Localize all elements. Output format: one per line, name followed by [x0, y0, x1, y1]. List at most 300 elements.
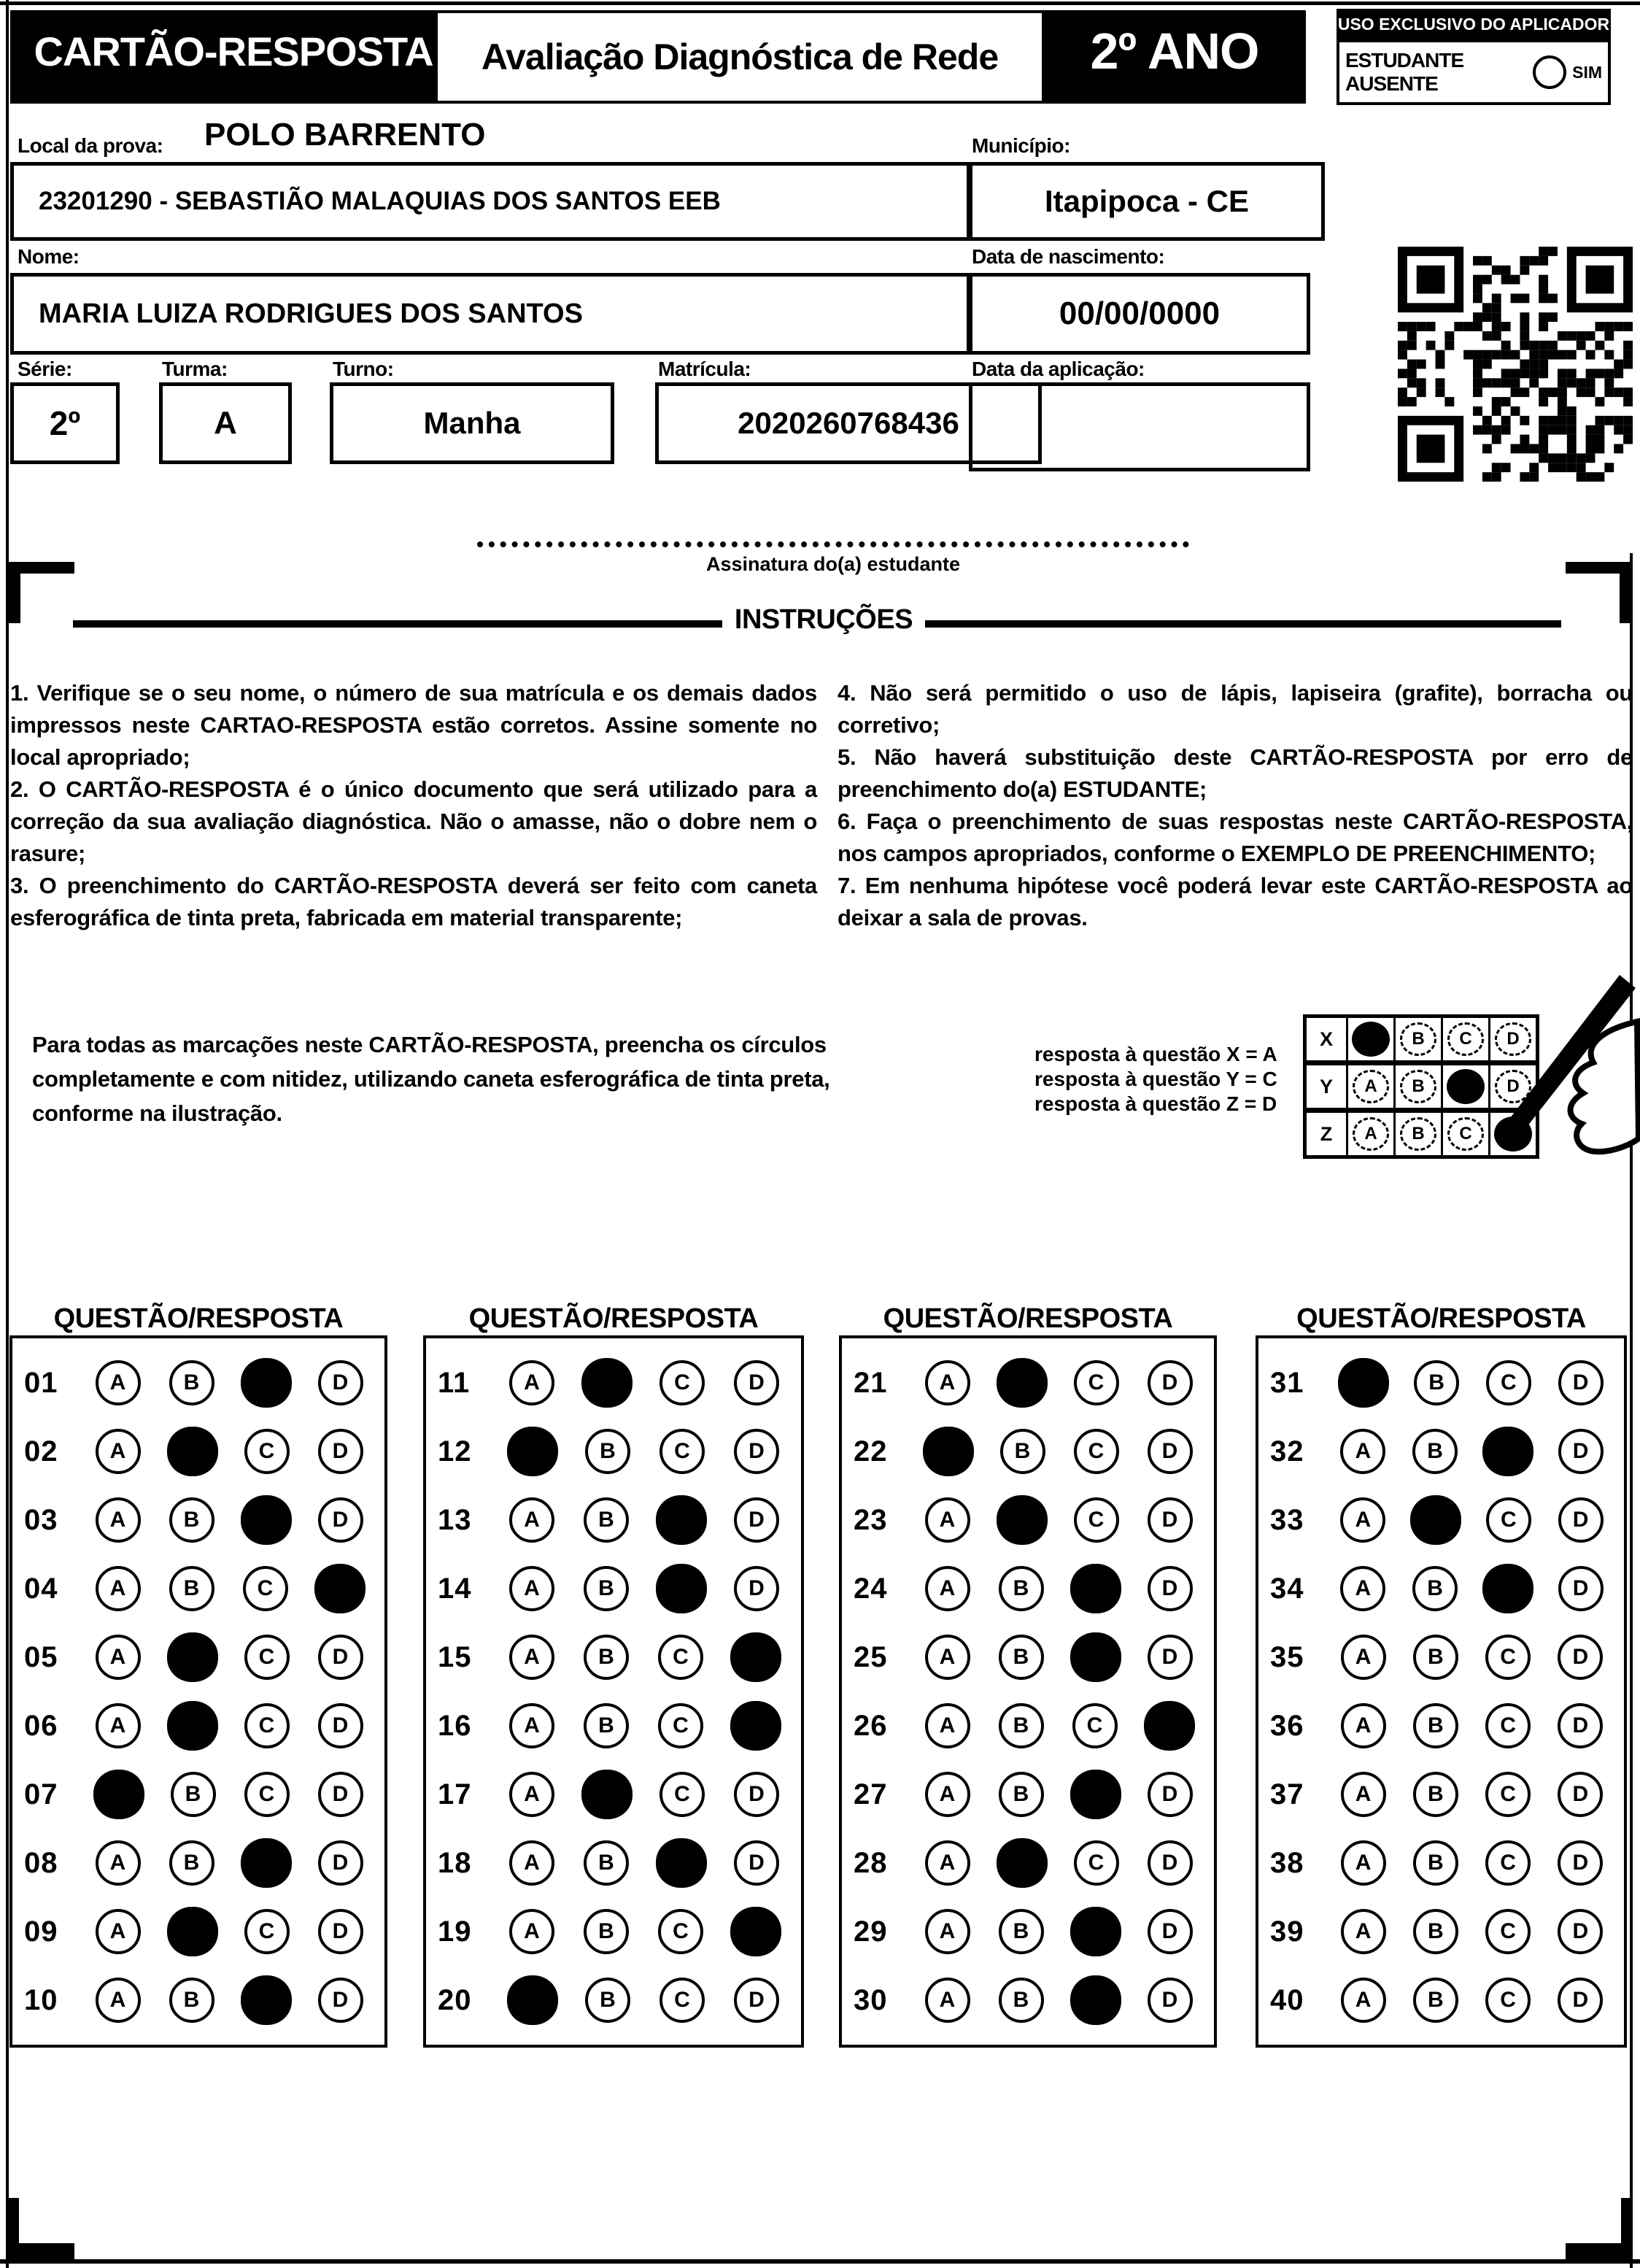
name-field — [10, 273, 970, 355]
bubble-q18-B[interactable]: B — [584, 1840, 629, 1886]
bubble-q01-A[interactable]: A — [96, 1360, 141, 1405]
bubble-q35-A[interactable]: A — [1341, 1635, 1386, 1680]
bubble-q22-A-filled[interactable] — [923, 1427, 974, 1476]
hand-with-pen-illustration — [1447, 975, 1640, 1194]
bubble-q38-B[interactable]: B — [1413, 1840, 1458, 1886]
bubble-q38-C[interactable]: C — [1485, 1840, 1531, 1886]
bubble-q39-A[interactable]: A — [1341, 1909, 1386, 1954]
bubble-q38-D[interactable]: D — [1558, 1840, 1603, 1886]
example-bubble-Z-A: A — [1353, 1117, 1389, 1151]
answer-column-header-4: QUESTÃO/RESPOSTA — [1296, 1303, 1586, 1334]
bubble-q12-B[interactable]: B — [585, 1429, 630, 1474]
bubble-q35-C[interactable]: C — [1485, 1635, 1531, 1680]
bubble-q35-B[interactable]: B — [1413, 1635, 1458, 1680]
enrollment-label: Matrícula: — [658, 358, 751, 380]
name-label: Nome: — [18, 245, 80, 268]
bubble-q28-B-filled[interactable] — [997, 1838, 1048, 1888]
student-absent-label: ESTUDANTE AUSENTE — [1345, 49, 1464, 95]
answer-row-24 — [842, 1554, 1214, 1623]
signature-label: Assinatura do(a) estudante — [705, 553, 961, 575]
bubble-q18-A[interactable]: A — [509, 1840, 554, 1886]
bubble-q40-C[interactable]: C — [1485, 1978, 1531, 2023]
bubble-q17-D[interactable]: D — [734, 1772, 779, 1817]
bubble-q17-C[interactable]: C — [660, 1772, 705, 1817]
bubble-q24-A[interactable]: A — [925, 1566, 970, 1611]
example-row-label: Z — [1307, 1113, 1348, 1155]
bubble-q37-A[interactable]: A — [1341, 1772, 1386, 1817]
bubble-q19-B[interactable]: B — [584, 1909, 629, 1954]
bubble-q33-D[interactable]: D — [1558, 1497, 1604, 1543]
series-label: Série: — [18, 358, 72, 380]
answer-row-13 — [426, 1486, 801, 1554]
answer-row-26 — [842, 1692, 1214, 1760]
answer-row-09 — [12, 1897, 384, 1966]
question-number: 26 — [854, 1709, 888, 1742]
answer-column-header-2: QUESTÃO/RESPOSTA — [468, 1303, 759, 1334]
left-border-line — [6, 0, 9, 2268]
bubble-q09-C[interactable]: C — [244, 1909, 290, 1954]
bubble-q20-C[interactable]: C — [660, 1978, 705, 2023]
bubble-q37-B[interactable]: B — [1413, 1772, 1458, 1817]
bubble-q08-B[interactable]: B — [169, 1840, 214, 1886]
bubble-q33-B-filled[interactable] — [1410, 1495, 1461, 1545]
name-value: MARIA LUIZA RODRIGUES DOS SANTOS — [39, 298, 583, 329]
divider-line — [73, 620, 722, 628]
example-bubble-X-D: D — [1495, 1022, 1531, 1056]
bubble-q35-D[interactable]: D — [1558, 1635, 1603, 1680]
bubble-q25-A[interactable]: A — [925, 1635, 970, 1680]
bubble-q07-C[interactable]: C — [244, 1772, 290, 1817]
answer-row-03 — [12, 1486, 384, 1554]
examiner-use-box — [1337, 9, 1611, 105]
bubble-q13-B[interactable]: B — [584, 1497, 629, 1543]
bubble-q14-A[interactable]: A — [509, 1566, 554, 1611]
corner-mark — [1620, 562, 1631, 623]
bubble-q34-B[interactable]: B — [1412, 1566, 1458, 1611]
answer-row-02 — [12, 1417, 384, 1486]
bubble-q11-A[interactable]: A — [509, 1360, 554, 1405]
bubble-q26-D-filled[interactable] — [1144, 1701, 1195, 1751]
bubble-q05-C[interactable]: C — [244, 1635, 290, 1680]
bubble-q30-C-filled[interactable] — [1070, 1975, 1121, 2025]
assessment-title: Avaliação Diagnóstica de Rede — [481, 36, 999, 77]
bubble-q36-D[interactable]: D — [1558, 1703, 1603, 1748]
example-row-label: X — [1307, 1018, 1348, 1060]
bubble-q40-A[interactable]: A — [1341, 1978, 1386, 2023]
bubble-q32-D[interactable]: D — [1558, 1429, 1604, 1474]
bubble-q19-D-filled[interactable] — [730, 1907, 781, 1956]
answer-column-header-3: QUESTÃO/RESPOSTA — [883, 1303, 1173, 1334]
bubble-q04-C[interactable]: C — [243, 1566, 288, 1611]
question-number: 40 — [1270, 1983, 1304, 2016]
example-row-label: Y — [1307, 1065, 1348, 1108]
answer-row-22 — [842, 1417, 1214, 1486]
bubble-q02-D[interactable]: D — [318, 1429, 363, 1474]
bubble-q20-A-filled[interactable] — [507, 1975, 558, 2025]
example-bubble-Z-C: C — [1447, 1117, 1484, 1151]
bubble-q32-B[interactable]: B — [1412, 1429, 1458, 1474]
bubble-q12-D[interactable]: D — [734, 1429, 779, 1474]
bubble-q21-B-filled[interactable] — [997, 1358, 1048, 1408]
example-bubble-Y-D: D — [1495, 1070, 1531, 1103]
example-answer-key — [1034, 1042, 1283, 1116]
bubble-q34-C-filled[interactable] — [1482, 1564, 1533, 1613]
bubble-q38-A[interactable]: A — [1341, 1840, 1386, 1886]
class-field — [159, 382, 292, 464]
bubble-q21-D[interactable]: D — [1148, 1360, 1193, 1405]
question-number: 33 — [1270, 1503, 1304, 1536]
bubble-q06-D[interactable]: D — [318, 1703, 363, 1748]
bubble-q29-B[interactable]: B — [999, 1909, 1044, 1954]
bubble-q37-D[interactable]: D — [1558, 1772, 1603, 1817]
answer-row-36 — [1258, 1692, 1624, 1760]
bubble-q21-C[interactable]: C — [1074, 1360, 1119, 1405]
bubble-q05-A[interactable]: A — [96, 1635, 141, 1680]
bubble-q08-D[interactable]: D — [318, 1840, 363, 1886]
application-date-label: Data da aplicação: — [972, 358, 1145, 380]
marking-note: Para todas as marcações neste CARTÃO-RESPOSTA, preencha os círculos completamente e com nitidez, utilizando caneta esferográfica de tinta preta, conforme na ilustração. — [32, 1032, 830, 1126]
answer-row-15 — [426, 1623, 801, 1692]
text-line: 5. Não haverá substituição deste CARTÃO-RESPOSTA por erro de preenchimento do(a) ESTUDANTE; — [838, 744, 1633, 802]
bubble-q22-C[interactable]: C — [1074, 1429, 1119, 1474]
answer-row-38 — [1258, 1829, 1624, 1897]
answer-row-25 — [842, 1623, 1214, 1692]
bubble-q04-B[interactable]: B — [169, 1566, 214, 1611]
bubble-q05-B-filled[interactable] — [167, 1632, 218, 1682]
bubble-q17-B-filled[interactable] — [581, 1770, 633, 1819]
bubble-q31-A-filled[interactable] — [1338, 1358, 1389, 1408]
bubble-q40-B[interactable]: B — [1413, 1978, 1458, 2023]
bubble-q29-D[interactable]: D — [1148, 1909, 1193, 1954]
question-number: 34 — [1270, 1572, 1304, 1605]
bubble-q31-D[interactable]: D — [1558, 1360, 1604, 1405]
bubble-q25-D[interactable]: D — [1148, 1635, 1193, 1680]
bubble-q16-B[interactable]: B — [584, 1703, 629, 1748]
answer-row-23 — [842, 1486, 1214, 1554]
answer-row-18 — [426, 1829, 801, 1897]
bubble-q09-B-filled[interactable] — [167, 1907, 218, 1956]
bubble-q37-C[interactable]: C — [1485, 1772, 1531, 1817]
answer-row-05 — [12, 1623, 384, 1692]
bubble-q06-A[interactable]: A — [96, 1703, 141, 1748]
shift-label: Turno: — [333, 358, 394, 380]
answer-row-30 — [842, 1966, 1214, 2034]
bubble-q28-D[interactable]: D — [1148, 1840, 1193, 1886]
school-value: 23201290 - SEBASTIÃO MALAQUIAS DOS SANTOS EEB — [39, 187, 721, 215]
bubble-q14-D[interactable]: D — [734, 1566, 779, 1611]
bubble-q07-A-filled[interactable] — [93, 1770, 144, 1819]
bubble-q27-D[interactable]: D — [1148, 1772, 1193, 1817]
bubble-q39-D[interactable]: D — [1558, 1909, 1603, 1954]
bubble-q04-A[interactable]: A — [96, 1566, 141, 1611]
bubble-q15-B[interactable]: B — [584, 1635, 629, 1680]
bubble-q26-B[interactable]: B — [999, 1703, 1044, 1748]
bubble-q17-A[interactable]: A — [509, 1772, 554, 1817]
bubble-q28-C[interactable]: C — [1074, 1840, 1119, 1886]
answer-row-32 — [1258, 1417, 1624, 1486]
bubble-q09-A[interactable]: A — [96, 1909, 141, 1954]
bubble-q27-C-filled[interactable] — [1070, 1770, 1121, 1819]
answer-row-37 — [1258, 1760, 1624, 1829]
answer-row-34 — [1258, 1554, 1624, 1623]
bubble-q03-A[interactable]: A — [96, 1497, 141, 1543]
text-line: 4. Não será permitido o uso de lápis, lapiseira (grafite), borracha ou corretivo; — [838, 680, 1633, 738]
question-number: 29 — [854, 1915, 888, 1948]
example-bubble-X-A-filled — [1352, 1022, 1390, 1057]
bubble-q29-A[interactable]: A — [925, 1909, 970, 1954]
text-line: 1. Verifique se o seu nome, o número de sua matrícula e os demais dados impressos neste CARTAO-RESPOSTA estão corretos. Assine somente no local apropriado; — [10, 680, 817, 770]
bubble-q03-B[interactable]: B — [169, 1497, 214, 1543]
bubble-q08-C-filled[interactable] — [241, 1838, 292, 1888]
text-line: resposta à questão X = A — [1034, 1043, 1277, 1065]
bubble-q16-D-filled[interactable] — [730, 1701, 781, 1751]
shift-field — [330, 382, 614, 464]
series-value: 2º — [49, 404, 81, 442]
question-number: 28 — [854, 1846, 888, 1879]
bubble-q07-D[interactable]: D — [318, 1772, 363, 1817]
bubble-q19-A[interactable]: A — [509, 1909, 554, 1954]
answer-row-06 — [12, 1692, 384, 1760]
student-absent-yes-label: SIM — [1572, 62, 1602, 82]
question-number: 38 — [1270, 1846, 1304, 1879]
question-number: 07 — [24, 1778, 58, 1810]
answer-row-35 — [1258, 1623, 1624, 1692]
bubble-q29-C-filled[interactable] — [1070, 1907, 1121, 1956]
bubble-q25-B[interactable]: B — [999, 1635, 1044, 1680]
text-line: resposta à questão Z = D — [1034, 1092, 1277, 1115]
divider-line — [925, 620, 1561, 628]
bubble-q33-A[interactable]: A — [1340, 1497, 1385, 1543]
bubble-q20-B[interactable]: B — [585, 1978, 630, 2023]
answer-row-11 — [426, 1349, 801, 1417]
signature-line[interactable] — [477, 541, 1189, 547]
bubble-q23-D[interactable]: D — [1148, 1497, 1193, 1543]
answer-column-3 — [839, 1335, 1217, 2048]
question-number: 17 — [438, 1778, 472, 1810]
bubble-q34-A[interactable]: A — [1340, 1566, 1385, 1611]
instructions-left-column — [10, 677, 817, 934]
exam-site-value: POLO BARRENTO — [204, 117, 486, 153]
question-number: 36 — [1270, 1709, 1304, 1742]
bubble-q11-C[interactable]: C — [660, 1360, 705, 1405]
bubble-q36-A[interactable]: A — [1341, 1703, 1386, 1748]
answer-row-14 — [426, 1554, 801, 1623]
question-number: 37 — [1270, 1778, 1304, 1810]
question-number: 12 — [438, 1435, 472, 1467]
bubble-q01-D[interactable]: D — [318, 1360, 363, 1405]
question-number: 22 — [854, 1435, 888, 1467]
bubble-q06-C[interactable]: C — [244, 1703, 290, 1748]
bubble-q27-B[interactable]: B — [999, 1772, 1044, 1817]
bubble-q15-D-filled[interactable] — [730, 1632, 781, 1682]
question-number: 09 — [24, 1915, 58, 1948]
bubble-q12-C[interactable]: C — [660, 1429, 705, 1474]
bubble-q22-D[interactable]: D — [1148, 1429, 1193, 1474]
birthdate-label: Data de nascimento: — [972, 245, 1165, 268]
text-line: resposta à questão Y = C — [1034, 1068, 1277, 1090]
bubble-q23-B-filled[interactable] — [997, 1495, 1048, 1545]
bubble-q10-D[interactable]: D — [318, 1978, 363, 2023]
example-bubble-Y-A: A — [1353, 1070, 1389, 1103]
question-number: 13 — [438, 1503, 472, 1536]
enrollment-value: 2020260768436 — [738, 406, 959, 440]
bubble-q13-D[interactable]: D — [734, 1497, 779, 1543]
bubble-q39-C[interactable]: C — [1485, 1909, 1531, 1954]
bubble-q16-A[interactable]: A — [509, 1703, 554, 1748]
bubble-q14-C-filled[interactable] — [656, 1564, 707, 1613]
answer-row-39 — [1258, 1897, 1624, 1966]
bubble-q33-C[interactable]: C — [1486, 1497, 1531, 1543]
corner-mark — [9, 562, 20, 623]
answer-column-2 — [423, 1335, 804, 2048]
bubble-q16-C[interactable]: C — [658, 1703, 703, 1748]
question-number: 32 — [1270, 1435, 1304, 1467]
question-number: 03 — [24, 1503, 58, 1536]
bubble-q09-D[interactable]: D — [318, 1909, 363, 1954]
question-number: 11 — [438, 1366, 471, 1399]
instructions-title: INSTRUÇÕES — [734, 604, 913, 635]
bubble-q08-A[interactable]: A — [96, 1840, 141, 1886]
bubble-q04-D-filled[interactable] — [314, 1564, 365, 1613]
answer-row-28 — [842, 1829, 1214, 1897]
bubble-q24-C-filled[interactable] — [1070, 1564, 1121, 1613]
answer-row-07 — [12, 1760, 384, 1829]
bubble-q05-D[interactable]: D — [318, 1635, 363, 1680]
question-number: 18 — [438, 1846, 472, 1879]
question-number: 06 — [24, 1709, 58, 1742]
text-line: 2. O CARTÃO-RESPOSTA é o único documento que será utilizado para a correção da sua avaliação diagnóstica. Não o amasse, não o dobre nem o rasure; — [10, 776, 817, 866]
answer-row-04 — [12, 1554, 384, 1623]
question-number: 35 — [1270, 1640, 1304, 1673]
bubble-q30-D[interactable]: D — [1148, 1978, 1193, 2023]
bubble-q02-A[interactable]: A — [96, 1429, 141, 1474]
answer-row-29 — [842, 1897, 1214, 1966]
bubble-q21-A[interactable]: A — [925, 1360, 970, 1405]
bubble-q20-D[interactable]: D — [734, 1978, 779, 2023]
application-date-field[interactable] — [969, 382, 1310, 471]
school-field — [10, 162, 970, 241]
bubble-q23-A[interactable]: A — [925, 1497, 970, 1543]
bubble-q10-B[interactable]: B — [169, 1978, 214, 2023]
corner-mark — [1566, 2243, 1628, 2261]
bubble-q15-C[interactable]: C — [658, 1635, 703, 1680]
bubble-q02-C[interactable]: C — [244, 1429, 290, 1474]
question-number: 16 — [438, 1709, 472, 1742]
bubble-q14-B[interactable]: B — [584, 1566, 629, 1611]
answer-column-1 — [9, 1335, 387, 2048]
bubble-q24-B[interactable]: B — [999, 1566, 1044, 1611]
answer-row-31 — [1258, 1349, 1624, 1417]
municipality-field — [969, 162, 1325, 241]
bubble-q13-C-filled[interactable] — [656, 1495, 707, 1545]
grade-label: 2º ANO — [1090, 23, 1259, 80]
question-number: 02 — [24, 1435, 58, 1467]
bubble-q19-C[interactable]: C — [658, 1909, 703, 1954]
question-number: 27 — [854, 1778, 888, 1810]
bubble-q03-D[interactable]: D — [318, 1497, 363, 1543]
bubble-q22-B[interactable]: B — [1000, 1429, 1045, 1474]
bubble-q36-B[interactable]: B — [1413, 1703, 1458, 1748]
example-bubble-X-B: B — [1400, 1022, 1436, 1056]
corner-mark — [12, 2243, 74, 2261]
answer-column-header-1: QUESTÃO/RESPOSTA — [53, 1303, 344, 1334]
bubble-q34-D[interactable]: D — [1558, 1566, 1604, 1611]
answer-row-12 — [426, 1417, 801, 1486]
bubble-q13-A[interactable]: A — [509, 1497, 554, 1543]
corner-mark — [1621, 2198, 1631, 2261]
answer-row-17 — [426, 1760, 801, 1829]
bubble-q25-C-filled[interactable] — [1070, 1632, 1121, 1682]
question-number: 08 — [24, 1846, 58, 1879]
answer-column-4 — [1256, 1335, 1627, 2048]
bubble-q07-B[interactable]: B — [171, 1772, 216, 1817]
bubble-q11-D[interactable]: D — [734, 1360, 779, 1405]
question-number: 24 — [854, 1572, 888, 1605]
birthdate-value: 00/00/0000 — [1059, 296, 1221, 331]
assessment-title-box — [438, 13, 1042, 101]
bubble-q24-D[interactable]: D — [1148, 1566, 1193, 1611]
bubble-q12-A-filled[interactable] — [507, 1427, 558, 1476]
answer-row-21 — [842, 1349, 1214, 1417]
bubble-q30-A[interactable]: A — [925, 1978, 970, 2023]
bubble-q26-A[interactable]: A — [925, 1703, 970, 1748]
bubble-q32-C-filled[interactable] — [1482, 1427, 1533, 1476]
bubble-q36-C[interactable]: C — [1485, 1703, 1531, 1748]
example-bubble-X-C: C — [1447, 1022, 1484, 1056]
municipality-label: Município: — [972, 134, 1070, 157]
answer-row-16 — [426, 1692, 801, 1760]
question-number: 15 — [438, 1640, 472, 1673]
bubble-q10-A[interactable]: A — [96, 1978, 141, 2023]
bubble-q32-A[interactable]: A — [1340, 1429, 1385, 1474]
series-field — [10, 382, 120, 464]
answer-row-19 — [426, 1897, 801, 1966]
bubble-q31-B[interactable]: B — [1414, 1360, 1459, 1405]
bubble-q11-B-filled[interactable] — [581, 1358, 633, 1408]
answer-row-01 — [12, 1349, 384, 1417]
question-number: 25 — [854, 1640, 888, 1673]
bubble-q06-B-filled[interactable] — [167, 1701, 218, 1751]
bubble-q27-A[interactable]: A — [925, 1772, 970, 1817]
answer-row-10 — [12, 1966, 384, 2034]
question-number: 04 — [24, 1572, 58, 1605]
bubble-q26-C[interactable]: C — [1072, 1703, 1118, 1748]
bubble-q18-D[interactable]: D — [734, 1840, 779, 1886]
bubble-q01-C-filled[interactable] — [241, 1358, 292, 1408]
instructions-right-column — [838, 677, 1633, 934]
bubble-q01-B[interactable]: B — [169, 1360, 214, 1405]
bubble-q18-C-filled[interactable] — [656, 1838, 707, 1888]
example-bubble-Z-B: B — [1400, 1117, 1436, 1151]
answer-row-40 — [1258, 1966, 1624, 2034]
bubble-q30-B[interactable]: B — [999, 1978, 1044, 2023]
answer-row-08 — [12, 1829, 384, 1897]
bubble-q02-B-filled[interactable] — [167, 1427, 218, 1476]
bubble-q03-C-filled[interactable] — [241, 1495, 292, 1545]
birthdate-field — [969, 273, 1310, 355]
bubble-q15-A[interactable]: A — [509, 1635, 554, 1680]
bubble-q10-C-filled[interactable] — [241, 1975, 292, 2025]
student-absent-bubble[interactable] — [1533, 55, 1566, 89]
bubble-q28-A[interactable]: A — [925, 1840, 970, 1886]
question-number: 30 — [854, 1983, 888, 2016]
bubble-q39-B[interactable]: B — [1413, 1909, 1458, 1954]
bubble-q31-C[interactable]: C — [1486, 1360, 1531, 1405]
bubble-q23-C[interactable]: C — [1074, 1497, 1119, 1543]
class-value: A — [214, 405, 237, 441]
bubble-q40-D[interactable]: D — [1558, 1978, 1603, 2023]
question-number: 39 — [1270, 1915, 1304, 1948]
